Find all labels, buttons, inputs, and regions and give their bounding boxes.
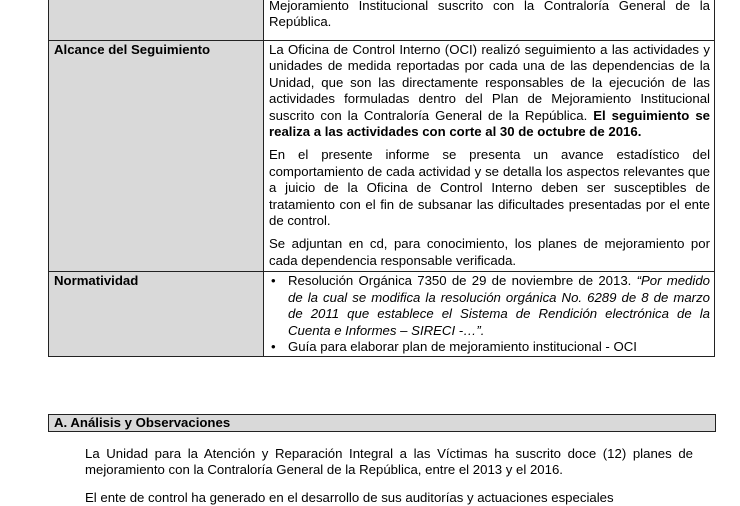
section-title: A. Análisis y Observaciones xyxy=(48,414,716,432)
row-value xyxy=(264,0,715,41)
table-row xyxy=(49,0,715,41)
plan-continuation-text: Mejoramiento Institucional suscrito con la Contraloría General de la República. xyxy=(269,0,710,30)
bullet-icon: • xyxy=(271,273,276,289)
table-row xyxy=(49,41,715,272)
list-item: • Resolución Orgánica 7350 de 29 de noviembre de 2013. “Por medido de la cual se modifica la resolución orgánica No. 6289 de 8 de marzo de 2011 que establece el Sistema de Rendición electrónica de la Cuenta e Informes – SIRECI -…”. xyxy=(271,273,710,338)
alcance-paragraph-2: En el presente informe se presenta un avance estadístico del comportamiento de cada actividad y se detalla los aspectos relevantes que a juicio de la Oficina de Control Interno deben ser susceptibles de tratamiento con el fin de subsanar las dificultades presentadas por el ente de control. xyxy=(269,147,710,229)
list-item: • Guía para elaborar plan de mejoramiento institucional - OCI xyxy=(271,338,637,354)
row-label-normatividad: Normatividad xyxy=(49,272,264,357)
analysis-paragraph-1: La Unidad para la Atención y Reparación Integral a las Víctimas ha suscrito doce (12) planes de mejoramiento con la Contraloría General de la República, entre el 2013 y el 2016. xyxy=(85,446,693,478)
resolution-quote: “Por medido de la cual se modifica la resolución orgánica No. 6289 de 8 de marzo de 2011 que establece el Sistema de Rendición electrónica de la Cuenta e Informes – SIRECI -…”. xyxy=(288,273,710,338)
row-label-empty xyxy=(49,0,264,41)
alcance-paragraph-1: La Oficina de Control Interno (OCI) realizó seguimiento a las actividades y unidades de medida reportadas por cada una de las dependencias de la Unidad, que son las directamente responsables de la ejecución de las actividades formuladas dentro del Plan de Mejoramiento Institucional suscrito con la Contraloría General de la República. El seguimiento se realiza a las actividades con corte al 30 de octubre de 2016. xyxy=(269,42,710,140)
info-table xyxy=(48,0,715,357)
analysis-paragraph-2: El ente de control ha generado en el desarrollo de sus auditorías y actuaciones especiales xyxy=(85,490,614,505)
row-value-normatividad xyxy=(264,272,715,357)
bullet-icon: • xyxy=(271,338,276,354)
alcance-bold-text: El seguimiento se realiza a las actividades con corte al 30 de octubre de 2016. xyxy=(269,107,710,140)
row-label-alcance: Alcance del Seguimiento xyxy=(49,41,264,272)
alcance-paragraph-3: Se adjuntan en cd, para conocimiento, los planes de mejoramiento por cada dependencia responsable verificada. xyxy=(269,236,710,268)
normatividad-list xyxy=(269,273,710,355)
row-value-alcance xyxy=(264,41,715,272)
table-row xyxy=(49,272,715,357)
